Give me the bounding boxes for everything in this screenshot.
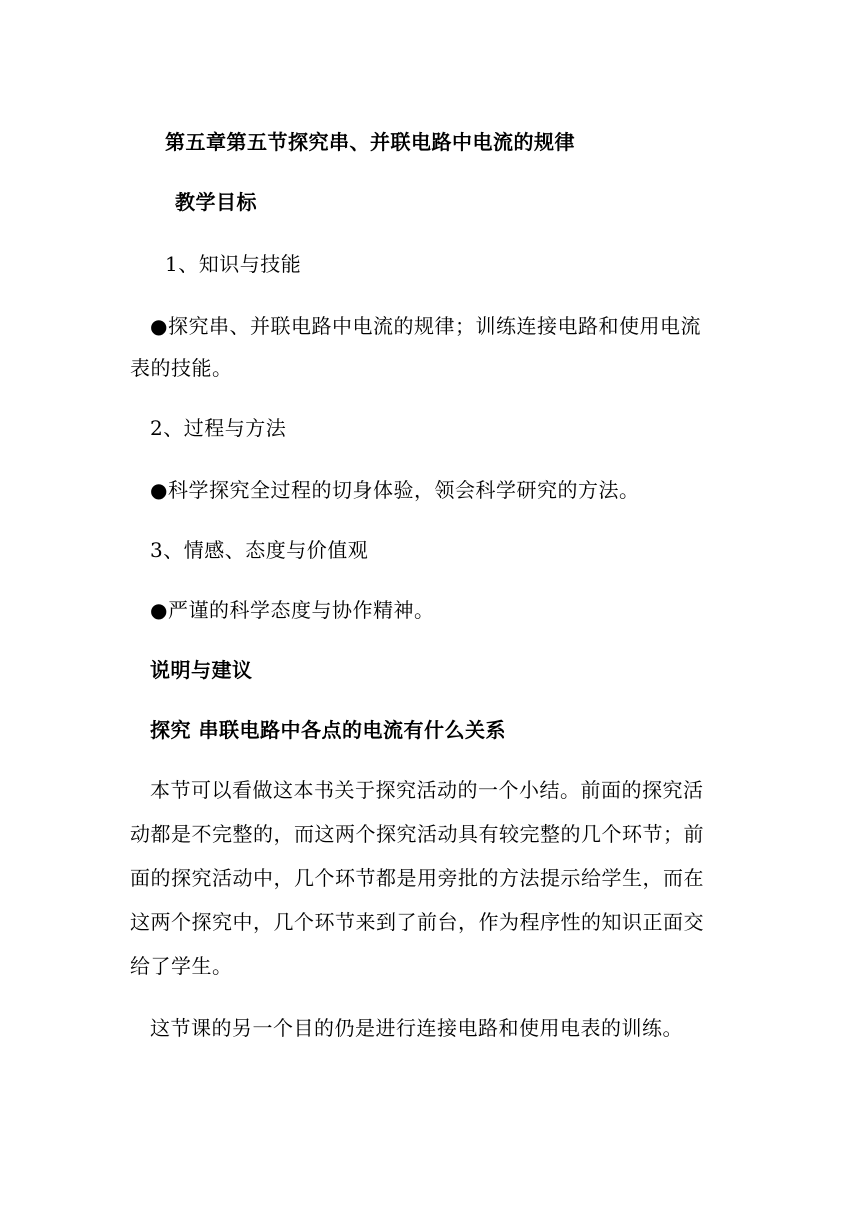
paragraph-1-line-1: 本节可以看做这本书关于探究活动的一个小结。前面的探究活 [150, 778, 704, 802]
objective-1-heading: 1、知识与技能 [165, 252, 302, 276]
objective-1-text-line-1: ●探究串、并联电路中电流的规律；训练连接电路和使用电流 [150, 314, 701, 338]
objective-3-text: ●严谨的科学态度与协作精神。 [150, 598, 435, 622]
objective-2-text: ●科学探究全过程的切身体验，领会科学研究的方法。 [150, 478, 640, 502]
paragraph-1-line-2: 动都是不完整的，而这两个探究活动具有较完整的几个环节；前 [130, 822, 704, 846]
document-title: 第五章第五节探究串、并联电路中电流的规律 [165, 130, 575, 154]
paragraph-2: 这节课的另一个目的仍是进行连接电路和使用电表的训练。 [150, 1016, 683, 1040]
objective-1-text-line-2: 表的技能。 [130, 356, 233, 380]
subsection-title: 探究 串联电路中各点的电流有什么关系 [150, 718, 506, 742]
paragraph-1-line-3: 面的探究活动中，几个环节都是用旁批的方法提示给学生，而在 [130, 866, 704, 890]
section-heading-notes: 说明与建议 [150, 658, 253, 682]
paragraph-1-line-5: 给了学生。 [130, 954, 233, 978]
paragraph-1-line-4: 这两个探究中，几个环节来到了前台，作为程序性的知识正面交 [130, 910, 704, 934]
objective-2-heading: 2、过程与方法 [150, 416, 287, 440]
section-heading-objectives: 教学目标 [175, 190, 257, 214]
objective-3-heading: 3、情感、态度与价值观 [150, 538, 369, 562]
